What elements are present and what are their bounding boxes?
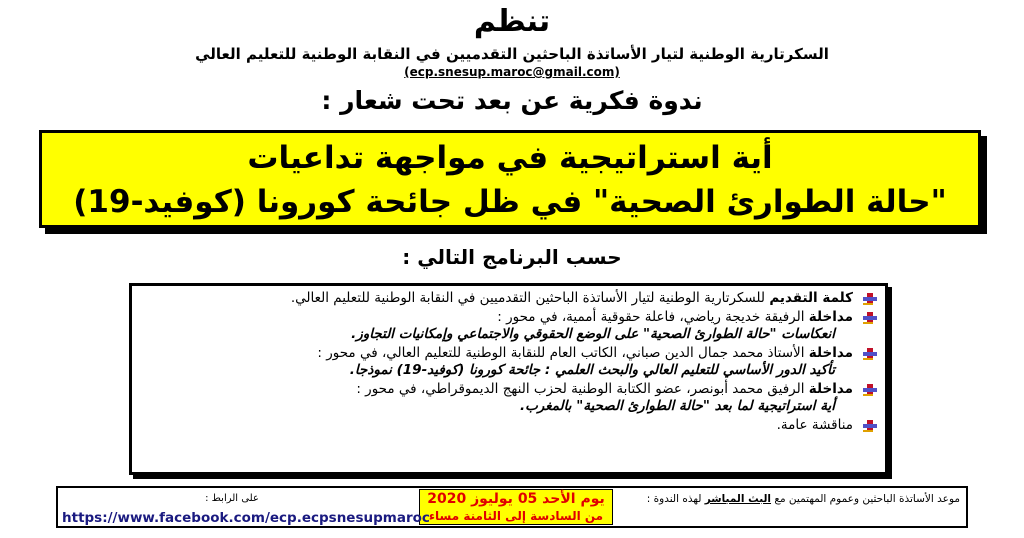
title-banner: [39, 130, 981, 228]
bullet-icon: [863, 293, 877, 305]
bullet-icon: [863, 420, 877, 432]
footer-text-pre: موعد الأساتذة الباحثين وعموم المهتمين مع: [771, 493, 960, 505]
item-text: للسكرتارية الوطنية لتيار الأساتذة الباحثين التقدميين في النقابة الوطنية للتعليم العالي.: [290, 290, 770, 306]
program-heading: حسب البرنامج التالي :: [402, 245, 622, 269]
seminar-intro: ندوة فكرية عن بعد تحت شعار :: [321, 86, 703, 115]
program-item-intro: [140, 290, 877, 308]
item-text: مناقشة عامة.: [776, 416, 853, 433]
program-item-talk-2: [140, 345, 877, 380]
item-topic: تأكيد الدور الأساسي للتعليم العالي والبحث العلمي : جائحة كورونا (كوفيد-19) نموذجا.: [349, 362, 835, 378]
bullet-icon: [863, 384, 877, 396]
secretariat-name: السكرتارية الوطنية لتيار الأساتذة الباحثين التقدميين في النقابة الوطنية للتعليم العالي: [195, 45, 829, 63]
footer-text-post: لهذه الندوة :: [646, 493, 705, 505]
footer-invitation: [620, 492, 960, 506]
program-box: [129, 283, 888, 475]
item-keyword: مداخلة: [808, 308, 853, 325]
program-item-talk-3: [140, 381, 877, 416]
date-box: [419, 489, 613, 525]
email-link[interactable]: (ecp.snesup.maroc@gmail.com): [404, 65, 620, 79]
program-item-talk-1: [140, 309, 877, 344]
title-line-2: "حالة الطوارئ الصحية" في ظل جائحة كورونا (كوفيد-19): [73, 184, 947, 220]
bullet-icon: [863, 348, 877, 360]
program-item-discussion: [140, 417, 877, 435]
item-keyword: مداخلة: [808, 380, 853, 397]
title-line-1: أية استراتيجية في مواجهة تداعيات: [247, 140, 773, 176]
item-text: الأستاذ محمد جمال الدين صباني، الكاتب العام للنقابة الوطنية للتعليم العالي، في محور :: [317, 344, 809, 361]
item-topic: أية استراتيجية لما بعد "حالة الطوارئ الصحية" بالمغرب.: [519, 398, 835, 414]
date-line-1: يوم الأحد 05 يوليوز 2020: [427, 491, 605, 507]
bullet-icon: [863, 312, 877, 324]
item-text: الرفيق محمد أبونصر، عضو الكتابة الوطنية لحزب النهج الديموقراطي، في محور :: [356, 380, 809, 397]
item-keyword: كلمة التقديم: [769, 290, 853, 306]
item-topic: انعكاسات "حالة الطوارئ الصحية" على الوضع الحقوقي والاجتماعي وإمكانيات التجاوز.: [351, 326, 835, 342]
item-text: الرفيقة خديجة رياضي، فاعلة حقوقية أممية، في محور :: [497, 308, 809, 325]
facebook-link[interactable]: https://www.facebook.com/ecp.ecpsnesupmaroc: [62, 510, 430, 526]
date-line-2: من السادسة إلى الثامنة مساء: [428, 509, 604, 523]
organizes-heading: تنظم: [473, 4, 551, 39]
link-label: على الرابط :: [205, 493, 259, 504]
footer-keyword: البث المباشر: [704, 493, 772, 505]
item-keyword: مداخلة: [808, 344, 853, 361]
